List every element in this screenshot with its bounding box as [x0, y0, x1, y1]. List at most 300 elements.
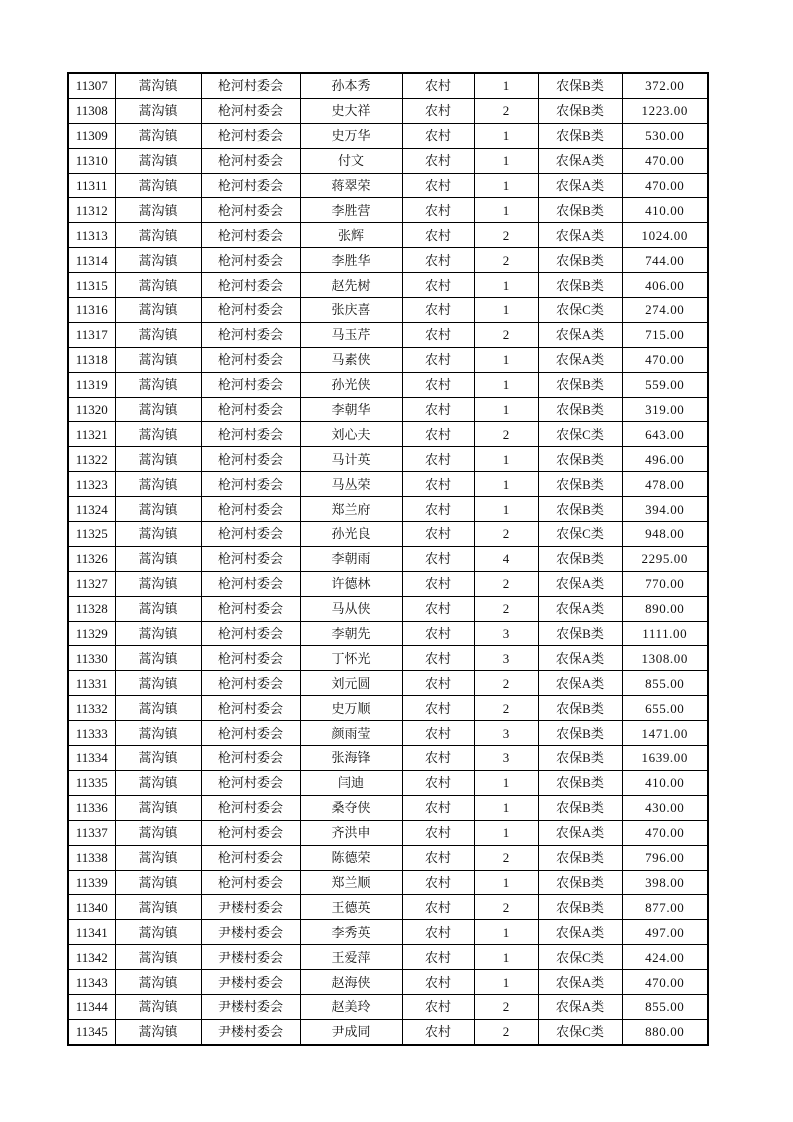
- name-cell: 李朝雨: [300, 546, 402, 571]
- town-cell: 蒿沟镇: [115, 895, 201, 920]
- village-committee-cell: 枪河村委会: [201, 770, 300, 795]
- insurance-category-cell: 农保C类: [538, 422, 622, 447]
- town-cell: 蒿沟镇: [115, 571, 201, 596]
- town-cell: 蒿沟镇: [115, 148, 201, 173]
- insurance-category-cell: 农保B类: [538, 372, 622, 397]
- serial-number-cell: 11319: [68, 372, 115, 397]
- household-type-cell: 农村: [402, 98, 474, 123]
- village-committee-cell: 枪河村委会: [201, 447, 300, 472]
- serial-number-cell: 11331: [68, 671, 115, 696]
- insurance-category-cell: 农保B类: [538, 895, 622, 920]
- household-type-cell: 农村: [402, 472, 474, 497]
- amount-cell: 744.00: [622, 248, 708, 273]
- household-type-cell: 农村: [402, 372, 474, 397]
- person-count-cell: 1: [474, 347, 538, 372]
- insurance-category-cell: 农保B类: [538, 248, 622, 273]
- table-row: [68, 870, 708, 895]
- person-count-cell: 1: [474, 397, 538, 422]
- town-cell: 蒿沟镇: [115, 920, 201, 945]
- village-committee-cell: 尹楼村委会: [201, 1019, 300, 1044]
- serial-number-cell: 11307: [68, 73, 115, 98]
- amount-cell: 770.00: [622, 571, 708, 596]
- household-type-cell: 农村: [402, 347, 474, 372]
- amount-cell: 1308.00: [622, 646, 708, 671]
- serial-number-cell: 11311: [68, 173, 115, 198]
- household-type-cell: 农村: [402, 173, 474, 198]
- serial-number-cell: 11335: [68, 770, 115, 795]
- name-cell: 马玉芹: [300, 322, 402, 347]
- table-row: [68, 571, 708, 596]
- table-row: [68, 820, 708, 845]
- village-committee-cell: 枪河村委会: [201, 198, 300, 223]
- insurance-category-cell: 农保B类: [538, 746, 622, 771]
- household-type-cell: 农村: [402, 148, 474, 173]
- village-committee-cell: 枪河村委会: [201, 522, 300, 547]
- amount-cell: 496.00: [622, 447, 708, 472]
- table-row: [68, 970, 708, 995]
- amount-cell: 715.00: [622, 322, 708, 347]
- town-cell: 蒿沟镇: [115, 671, 201, 696]
- serial-number-cell: 11343: [68, 970, 115, 995]
- name-cell: 付文: [300, 148, 402, 173]
- household-type-cell: 农村: [402, 298, 474, 323]
- serial-number-cell: 11339: [68, 870, 115, 895]
- village-committee-cell: 枪河村委会: [201, 870, 300, 895]
- table-row: [68, 795, 708, 820]
- town-cell: 蒿沟镇: [115, 646, 201, 671]
- name-cell: 史大祥: [300, 98, 402, 123]
- town-cell: 蒿沟镇: [115, 596, 201, 621]
- table-row: [68, 646, 708, 671]
- person-count-cell: 1: [474, 123, 538, 148]
- table-row: [68, 497, 708, 522]
- insurance-category-cell: 农保C类: [538, 1019, 622, 1044]
- subsidy-table: [67, 72, 709, 1046]
- insurance-category-cell: 农保A类: [538, 173, 622, 198]
- town-cell: 蒿沟镇: [115, 347, 201, 372]
- town-cell: 蒿沟镇: [115, 73, 201, 98]
- serial-number-cell: 11322: [68, 447, 115, 472]
- name-cell: 孙本秀: [300, 73, 402, 98]
- village-committee-cell: 枪河村委会: [201, 173, 300, 198]
- document-page: [67, 72, 707, 1046]
- village-committee-cell: 枪河村委会: [201, 248, 300, 273]
- person-count-cell: 2: [474, 223, 538, 248]
- insurance-category-cell: 农保B类: [538, 546, 622, 571]
- insurance-category-cell: 农保A类: [538, 646, 622, 671]
- name-cell: 尹成同: [300, 1019, 402, 1044]
- village-committee-cell: 枪河村委会: [201, 397, 300, 422]
- household-type-cell: 农村: [402, 223, 474, 248]
- insurance-category-cell: 农保A类: [538, 223, 622, 248]
- insurance-category-cell: 农保B类: [538, 123, 622, 148]
- table-row: [68, 721, 708, 746]
- amount-cell: 877.00: [622, 895, 708, 920]
- town-cell: 蒿沟镇: [115, 621, 201, 646]
- household-type-cell: 农村: [402, 273, 474, 298]
- person-count-cell: 1: [474, 870, 538, 895]
- household-type-cell: 农村: [402, 422, 474, 447]
- household-type-cell: 农村: [402, 73, 474, 98]
- name-cell: 孙光良: [300, 522, 402, 547]
- town-cell: 蒿沟镇: [115, 248, 201, 273]
- household-type-cell: 农村: [402, 895, 474, 920]
- town-cell: 蒿沟镇: [115, 322, 201, 347]
- village-committee-cell: 枪河村委会: [201, 621, 300, 646]
- household-type-cell: 农村: [402, 820, 474, 845]
- household-type-cell: 农村: [402, 795, 474, 820]
- amount-cell: 430.00: [622, 795, 708, 820]
- serial-number-cell: 11324: [68, 497, 115, 522]
- serial-number-cell: 11340: [68, 895, 115, 920]
- table-row: [68, 522, 708, 547]
- household-type-cell: 农村: [402, 671, 474, 696]
- table-row: [68, 98, 708, 123]
- amount-cell: 855.00: [622, 994, 708, 1019]
- table-row: [68, 696, 708, 721]
- table-row: [68, 596, 708, 621]
- amount-cell: 424.00: [622, 945, 708, 970]
- table-row: [68, 1019, 708, 1044]
- table-row: [68, 746, 708, 771]
- table-row: [68, 198, 708, 223]
- town-cell: 蒿沟镇: [115, 746, 201, 771]
- person-count-cell: 1: [474, 198, 538, 223]
- amount-cell: 470.00: [622, 173, 708, 198]
- name-cell: 王德英: [300, 895, 402, 920]
- serial-number-cell: 11314: [68, 248, 115, 273]
- name-cell: 陈德荣: [300, 845, 402, 870]
- serial-number-cell: 11333: [68, 721, 115, 746]
- amount-cell: 470.00: [622, 347, 708, 372]
- household-type-cell: 农村: [402, 870, 474, 895]
- insurance-category-cell: 农保B类: [538, 198, 622, 223]
- serial-number-cell: 11328: [68, 596, 115, 621]
- insurance-category-cell: 农保B类: [538, 73, 622, 98]
- village-committee-cell: 枪河村委会: [201, 696, 300, 721]
- village-committee-cell: 枪河村委会: [201, 123, 300, 148]
- person-count-cell: 4: [474, 546, 538, 571]
- town-cell: 蒿沟镇: [115, 173, 201, 198]
- table-row: [68, 322, 708, 347]
- village-committee-cell: 枪河村委会: [201, 73, 300, 98]
- name-cell: 孙光侠: [300, 372, 402, 397]
- village-committee-cell: 枪河村委会: [201, 721, 300, 746]
- household-type-cell: 农村: [402, 397, 474, 422]
- village-committee-cell: 枪河村委会: [201, 98, 300, 123]
- serial-number-cell: 11344: [68, 994, 115, 1019]
- household-type-cell: 农村: [402, 945, 474, 970]
- name-cell: 颜雨莹: [300, 721, 402, 746]
- village-committee-cell: 枪河村委会: [201, 422, 300, 447]
- serial-number-cell: 11318: [68, 347, 115, 372]
- table-row: [68, 73, 708, 98]
- name-cell: 闫迪: [300, 770, 402, 795]
- table-row: [68, 472, 708, 497]
- name-cell: 张庆喜: [300, 298, 402, 323]
- town-cell: 蒿沟镇: [115, 696, 201, 721]
- amount-cell: 478.00: [622, 472, 708, 497]
- table-row: [68, 148, 708, 173]
- amount-cell: 410.00: [622, 770, 708, 795]
- insurance-category-cell: 农保A类: [538, 571, 622, 596]
- serial-number-cell: 11325: [68, 522, 115, 547]
- village-committee-cell: 枪河村委会: [201, 820, 300, 845]
- amount-cell: 2295.00: [622, 546, 708, 571]
- table-row: [68, 223, 708, 248]
- serial-number-cell: 11326: [68, 546, 115, 571]
- person-count-cell: 2: [474, 994, 538, 1019]
- person-count-cell: 1: [474, 970, 538, 995]
- person-count-cell: 1: [474, 148, 538, 173]
- name-cell: 刘元圆: [300, 671, 402, 696]
- village-committee-cell: 枪河村委会: [201, 546, 300, 571]
- table-row: [68, 895, 708, 920]
- household-type-cell: 农村: [402, 696, 474, 721]
- serial-number-cell: 11309: [68, 123, 115, 148]
- insurance-category-cell: 农保B类: [538, 795, 622, 820]
- town-cell: 蒿沟镇: [115, 994, 201, 1019]
- person-count-cell: 1: [474, 920, 538, 945]
- name-cell: 赵先树: [300, 273, 402, 298]
- person-count-cell: 1: [474, 372, 538, 397]
- town-cell: 蒿沟镇: [115, 970, 201, 995]
- person-count-cell: 1: [474, 73, 538, 98]
- amount-cell: 470.00: [622, 148, 708, 173]
- insurance-category-cell: 农保A类: [538, 148, 622, 173]
- household-type-cell: 农村: [402, 845, 474, 870]
- insurance-category-cell: 农保B类: [538, 472, 622, 497]
- name-cell: 史万顺: [300, 696, 402, 721]
- town-cell: 蒿沟镇: [115, 845, 201, 870]
- name-cell: 王爱萍: [300, 945, 402, 970]
- town-cell: 蒿沟镇: [115, 372, 201, 397]
- amount-cell: 398.00: [622, 870, 708, 895]
- name-cell: 刘心夫: [300, 422, 402, 447]
- amount-cell: 319.00: [622, 397, 708, 422]
- serial-number-cell: 11334: [68, 746, 115, 771]
- amount-cell: 372.00: [622, 73, 708, 98]
- town-cell: 蒿沟镇: [115, 273, 201, 298]
- amount-cell: 1639.00: [622, 746, 708, 771]
- village-committee-cell: 尹楼村委会: [201, 920, 300, 945]
- village-committee-cell: 枪河村委会: [201, 347, 300, 372]
- amount-cell: 1223.00: [622, 98, 708, 123]
- person-count-cell: 2: [474, 895, 538, 920]
- household-type-cell: 农村: [402, 1019, 474, 1044]
- village-committee-cell: 枪河村委会: [201, 472, 300, 497]
- name-cell: 蒋翠荣: [300, 173, 402, 198]
- table-row: [68, 298, 708, 323]
- household-type-cell: 农村: [402, 248, 474, 273]
- person-count-cell: 1: [474, 447, 538, 472]
- town-cell: 蒿沟镇: [115, 397, 201, 422]
- person-count-cell: 2: [474, 322, 538, 347]
- amount-cell: 470.00: [622, 970, 708, 995]
- table-row: [68, 945, 708, 970]
- town-cell: 蒿沟镇: [115, 497, 201, 522]
- name-cell: 赵美玲: [300, 994, 402, 1019]
- name-cell: 赵海侠: [300, 970, 402, 995]
- person-count-cell: 2: [474, 422, 538, 447]
- serial-number-cell: 11315: [68, 273, 115, 298]
- insurance-category-cell: 农保B类: [538, 621, 622, 646]
- amount-cell: 1111.00: [622, 621, 708, 646]
- serial-number-cell: 11341: [68, 920, 115, 945]
- table-row: [68, 397, 708, 422]
- name-cell: 郑兰顺: [300, 870, 402, 895]
- household-type-cell: 农村: [402, 546, 474, 571]
- village-committee-cell: 枪河村委会: [201, 795, 300, 820]
- serial-number-cell: 11329: [68, 621, 115, 646]
- amount-cell: 948.00: [622, 522, 708, 547]
- village-committee-cell: 枪河村委会: [201, 596, 300, 621]
- insurance-category-cell: 农保B类: [538, 447, 622, 472]
- serial-number-cell: 11308: [68, 98, 115, 123]
- name-cell: 张海锋: [300, 746, 402, 771]
- serial-number-cell: 11320: [68, 397, 115, 422]
- name-cell: 丁怀光: [300, 646, 402, 671]
- insurance-category-cell: 农保A类: [538, 347, 622, 372]
- person-count-cell: 2: [474, 596, 538, 621]
- person-count-cell: 2: [474, 98, 538, 123]
- village-committee-cell: 枪河村委会: [201, 322, 300, 347]
- amount-cell: 394.00: [622, 497, 708, 522]
- table-row: [68, 994, 708, 1019]
- amount-cell: 410.00: [622, 198, 708, 223]
- serial-number-cell: 11327: [68, 571, 115, 596]
- name-cell: 郑兰府: [300, 497, 402, 522]
- household-type-cell: 农村: [402, 447, 474, 472]
- serial-number-cell: 11321: [68, 422, 115, 447]
- household-type-cell: 农村: [402, 770, 474, 795]
- village-committee-cell: 枪河村委会: [201, 148, 300, 173]
- table-row: [68, 671, 708, 696]
- person-count-cell: 2: [474, 522, 538, 547]
- amount-cell: 530.00: [622, 123, 708, 148]
- name-cell: 李胜营: [300, 198, 402, 223]
- name-cell: 马素侠: [300, 347, 402, 372]
- name-cell: 马从侠: [300, 596, 402, 621]
- name-cell: 李胜华: [300, 248, 402, 273]
- town-cell: 蒿沟镇: [115, 472, 201, 497]
- name-cell: 齐洪申: [300, 820, 402, 845]
- person-count-cell: 1: [474, 497, 538, 522]
- amount-cell: 796.00: [622, 845, 708, 870]
- insurance-category-cell: 农保B类: [538, 721, 622, 746]
- household-type-cell: 农村: [402, 721, 474, 746]
- village-committee-cell: 尹楼村委会: [201, 970, 300, 995]
- insurance-category-cell: 农保A类: [538, 970, 622, 995]
- household-type-cell: 农村: [402, 994, 474, 1019]
- name-cell: 许德林: [300, 571, 402, 596]
- amount-cell: 890.00: [622, 596, 708, 621]
- insurance-category-cell: 农保B类: [538, 98, 622, 123]
- name-cell: 李秀英: [300, 920, 402, 945]
- insurance-category-cell: 农保B类: [538, 497, 622, 522]
- village-committee-cell: 枪河村委会: [201, 571, 300, 596]
- table-row: [68, 770, 708, 795]
- amount-cell: 406.00: [622, 273, 708, 298]
- name-cell: 马计英: [300, 447, 402, 472]
- town-cell: 蒿沟镇: [115, 770, 201, 795]
- amount-cell: 655.00: [622, 696, 708, 721]
- amount-cell: 1024.00: [622, 223, 708, 248]
- serial-number-cell: 11313: [68, 223, 115, 248]
- table-body: [68, 73, 708, 1045]
- household-type-cell: 农村: [402, 646, 474, 671]
- household-type-cell: 农村: [402, 920, 474, 945]
- town-cell: 蒿沟镇: [115, 198, 201, 223]
- town-cell: 蒿沟镇: [115, 123, 201, 148]
- village-committee-cell: 枪河村委会: [201, 223, 300, 248]
- amount-cell: 497.00: [622, 920, 708, 945]
- town-cell: 蒿沟镇: [115, 945, 201, 970]
- village-committee-cell: 枪河村委会: [201, 372, 300, 397]
- name-cell: 马丛荣: [300, 472, 402, 497]
- table-row: [68, 123, 708, 148]
- person-count-cell: 1: [474, 770, 538, 795]
- person-count-cell: 1: [474, 945, 538, 970]
- person-count-cell: 2: [474, 671, 538, 696]
- household-type-cell: 农村: [402, 497, 474, 522]
- insurance-category-cell: 农保B类: [538, 845, 622, 870]
- amount-cell: 880.00: [622, 1019, 708, 1044]
- insurance-category-cell: 农保C类: [538, 298, 622, 323]
- insurance-category-cell: 农保A类: [538, 994, 622, 1019]
- person-count-cell: 3: [474, 621, 538, 646]
- serial-number-cell: 11332: [68, 696, 115, 721]
- village-committee-cell: 枪河村委会: [201, 845, 300, 870]
- amount-cell: 274.00: [622, 298, 708, 323]
- table-row: [68, 845, 708, 870]
- household-type-cell: 农村: [402, 198, 474, 223]
- table-row: [68, 447, 708, 472]
- insurance-category-cell: 农保C类: [538, 945, 622, 970]
- amount-cell: 470.00: [622, 820, 708, 845]
- person-count-cell: 3: [474, 746, 538, 771]
- amount-cell: 559.00: [622, 372, 708, 397]
- table-row: [68, 347, 708, 372]
- serial-number-cell: 11345: [68, 1019, 115, 1044]
- person-count-cell: 2: [474, 248, 538, 273]
- household-type-cell: 农村: [402, 621, 474, 646]
- household-type-cell: 农村: [402, 746, 474, 771]
- town-cell: 蒿沟镇: [115, 795, 201, 820]
- household-type-cell: 农村: [402, 571, 474, 596]
- insurance-category-cell: 农保B类: [538, 696, 622, 721]
- serial-number-cell: 11336: [68, 795, 115, 820]
- name-cell: 李朝华: [300, 397, 402, 422]
- table-row: [68, 173, 708, 198]
- village-committee-cell: 枪河村委会: [201, 671, 300, 696]
- town-cell: 蒿沟镇: [115, 870, 201, 895]
- insurance-category-cell: 农保A类: [538, 322, 622, 347]
- town-cell: 蒿沟镇: [115, 721, 201, 746]
- town-cell: 蒿沟镇: [115, 546, 201, 571]
- serial-number-cell: 11316: [68, 298, 115, 323]
- person-count-cell: 1: [474, 298, 538, 323]
- town-cell: 蒿沟镇: [115, 1019, 201, 1044]
- village-committee-cell: 枪河村委会: [201, 273, 300, 298]
- village-committee-cell: 枪河村委会: [201, 746, 300, 771]
- serial-number-cell: 11338: [68, 845, 115, 870]
- town-cell: 蒿沟镇: [115, 98, 201, 123]
- insurance-category-cell: 农保B类: [538, 397, 622, 422]
- village-committee-cell: 尹楼村委会: [201, 994, 300, 1019]
- person-count-cell: 1: [474, 173, 538, 198]
- village-committee-cell: 枪河村委会: [201, 298, 300, 323]
